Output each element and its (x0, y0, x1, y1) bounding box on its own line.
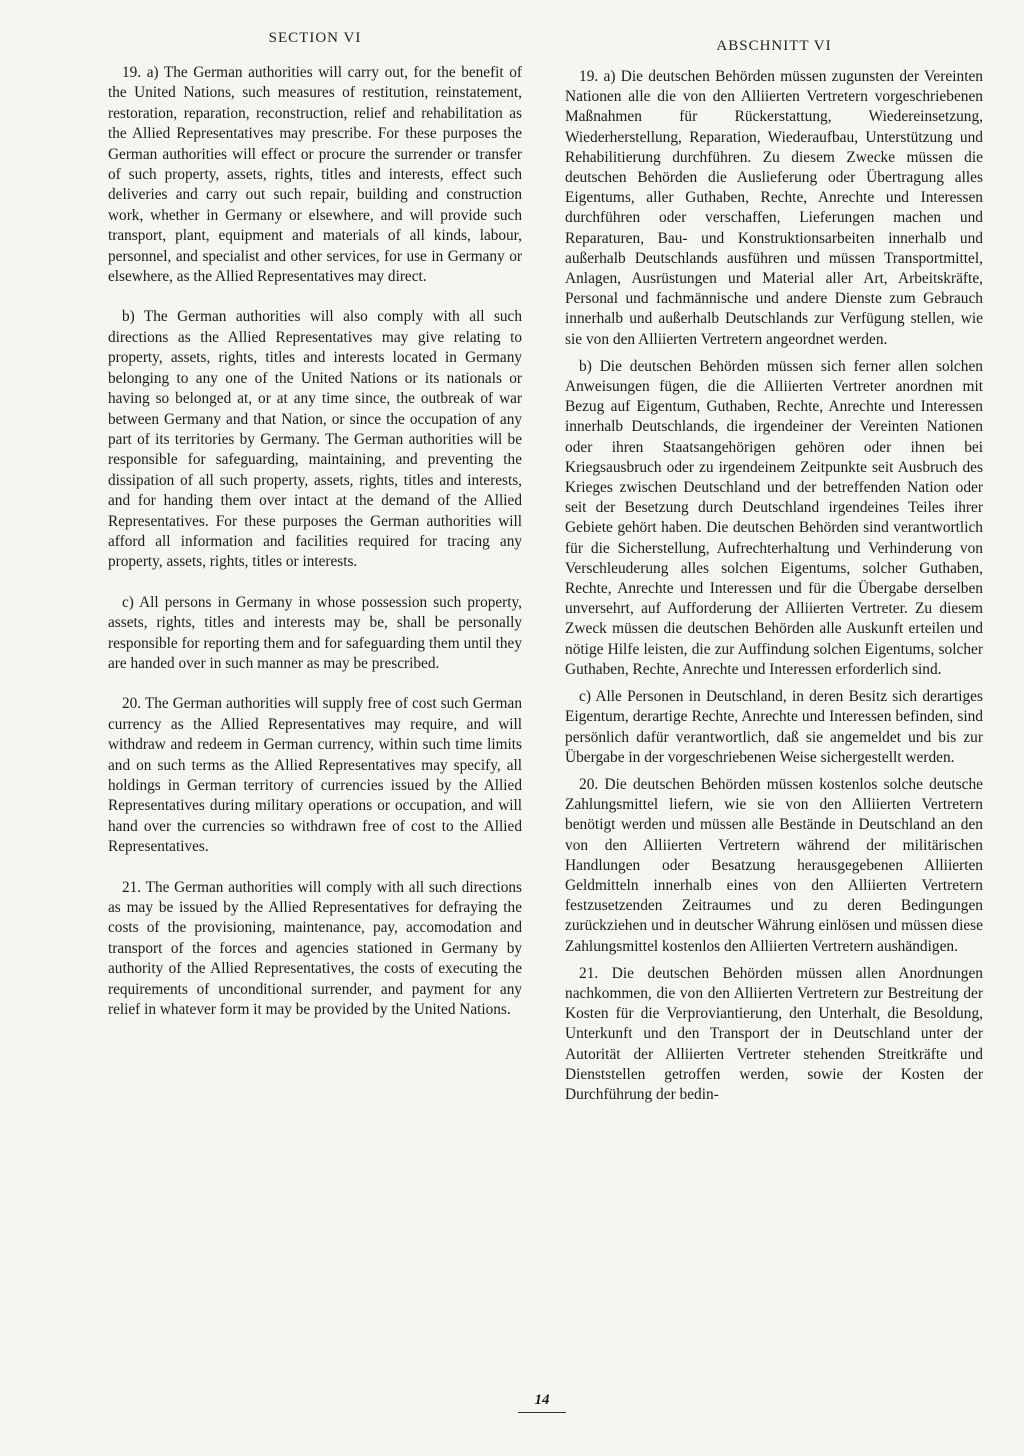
paragraph-19c: c) All persons in Germany in whose possession such property, assets, rights, titles and interests may be, shall be personally responsible for reporting them and for safeguarding them until they are handed over in such manner as may be prescribed. (108, 593, 522, 672)
absatz-21: 21. Die deutschen Behörden müssen allen Anordnungen nachkommen, die von den Alliierten Vertretern zur Bestreitung der Kosten für die Verproviantierung, den Unterhalt, die Besoldung, Unterkunft und den Transport der in Deutschland unter der Autorität der Alliierten Vertreter stehenden Streitkräfte und Dienststellen getroffen werden, sowie der Kosten der Durchführung der bedin- (565, 964, 983, 1103)
page-number-underline (518, 1412, 566, 1413)
page-number: 14 (534, 1392, 550, 1408)
section-heading: SECTION VI (268, 30, 362, 46)
absatz-19b: b) Die deutschen Behörden müssen sich ferner allen solchen Anweisungen fügen, die die Alliierten Vertreter anordnen mit Bezug auf Eigentum, Guthaben, Rechte, Anrechte und Interessen innerhalb Deutschlands, die irgendeiner der Vereinten Nationen oder ihren Staatsangehörigen gehören oder ihnen bei Kriegsausbruch oder zu irgendeinem Zeitpunkte seit Ausbruch des Krieges zwischen Deutschland und der betreffenden Nation oder seit der Besetzung durch Deutschland irgendeines Teiles ihrer Gebiete gehört haben. Die deutschen Behörden sind verantwortlich für die Sicherstellung, Aufrechterhaltung und Verhinderung von Verschleuderung alles solchen Eigentums, solcher Guthaben, Rechte, Anrechte und Interessen und für die Übergabe derselben unversehrt, auf Aufforderung der Alliierten Vertreter. Zu diesem Zweck müssen die deutschen Behörden alle Auskunft erteilen und nötige Hilfe leisten, die zur Auffindung solchen Eigentums, solcher Guthaben, Rechte, Anrechte und Interessen erforderlich sind. (565, 357, 983, 678)
abschnitt-heading: ABSCHNITT VI (716, 38, 832, 54)
paragraph-19a: 19. a) The German authorities will carry out, for the benefit of the United Nations, such measures of restitution, reinstatement, restoration, reparation, reconstruction, relief and rehabilitation as the Allied Representatives may prescribe. For these purposes the German authorities will effect or procure the surrender or transfer of such property, assets, rights, titles and interests, effect such deliveries and carry out such repair, building and construction work, whether in Germany or elsewhere, and will provide such transport, plant, equipment and materials of all kinds, labour, personnel, and specialist and other services, for use in Germany or elsewhere, as the Allied Representatives may direct. (108, 64, 522, 286)
absatz-20: 20. Die deutschen Behörden müssen kostenlos solche deutsche Zahlungsmittel liefern, wie sie von den Alliierten Vertretern benötigt werden und müssen alle Bestände in Deutschland an den von den Alliierten Vertretern während der militärischen Handlungen oder Besatzung herausgegebenen Alliierten Geldmitteln innerhalb eines von den Alliierten Vertretern festzusetzenden Zeitraumes und zu deren Bedingungen zurückziehen und in deutscher Währung einlösen und müssen diese Zahlungsmittel kostenlos den Alliierten Vertretern aushändigen. (565, 775, 983, 955)
absatz-19c: c) Alle Personen in Deutschland, in deren Besitz sich derartiges Eigentum, derartige Rechte, Anrechte und Interessen befinden, sind persönlich dafür verantwortlich, daß sie angemeldet und bis zur Übergabe in der vorgeschriebenen Weise sichergestellt werden. (565, 688, 983, 766)
paragraph-20: 20. The German authorities will supply free of cost such German currency as the Allied Representatives may require, and will withdraw and redeem in German currency, within such time limits and on such terms as the Allied Representatives may specify, all holdings in German territory of currencies issued by the Allied Representatives during military operations or occupation, and will hand over the currencies so withdrawn free of cost to the Allied Representatives. (108, 695, 522, 856)
german-column (565, 30, 983, 1105)
absatz-19a: 19. a) Die deutschen Behörden müssen zugunsten der Vereinten Nationen alle die von den Alliierten Vertretern vorgeschriebenen Maßnahmen für Rückerstattung, Wiedereinsetzung, Wiederherstellung, Reparation, Wiederaufbau, Unterstützung und Rehabilitierung durchführen. Zu diesem Zwecke müssen die deutschen Behörden die Auslieferung oder Übertragung alles Eigentums, aller Guthaben, Rechte, Anrechte und Interessen durchführen oder verschaffen, Lieferungen machen und Reparaturen, Bau- und Konstruktionsarbeiten innerhalb und außerhalb Deutschlands ausführen und müssen Transportmittel, Anlagen, Ausrüstungen und Material aller Art, Arbeitskräfte, Personal und fachmännische und andere Dienste zum Gebrauch innerhalb und außerhalb Deutschlands zur Verfügung stellen, wie sie von den Alliierten Vertretern angeordnet werden. (565, 68, 983, 348)
english-column (108, 30, 522, 1020)
paragraph-21: 21. The German authorities will comply with all such directions as may be issued by the Allied Representatives for defraying the costs of the provisioning, maintenance, pay, accomodation and transport of the forces and agencies stationed in Germany by authority of the Allied Representatives, the costs of executing the requirements of unconditional surrender, and payment for any relief in whatever form it may be provided by the United Nations. (108, 878, 522, 1019)
paragraph-19b: b) The German authorities will also comply with all such directions as the Allied Representatives may give relating to property, assets, rights, titles and interests located in Germany belonging to any one of the United Nations or its nationals or having so belonged at, or at any time since, the outbreak of war between Germany and that Nation, or since the occupation of any part of its territories by Germany. The German authorities will be responsible for safeguarding, maintaining, and preventing the dissipation of all such property, assets, rights, titles and interests, and for handing them over intact at the demand of the Allied Representatives. For these purposes the German authorities will afford all information and facilities required for tracing any property, assets, rights, titles or interests. (108, 308, 522, 571)
